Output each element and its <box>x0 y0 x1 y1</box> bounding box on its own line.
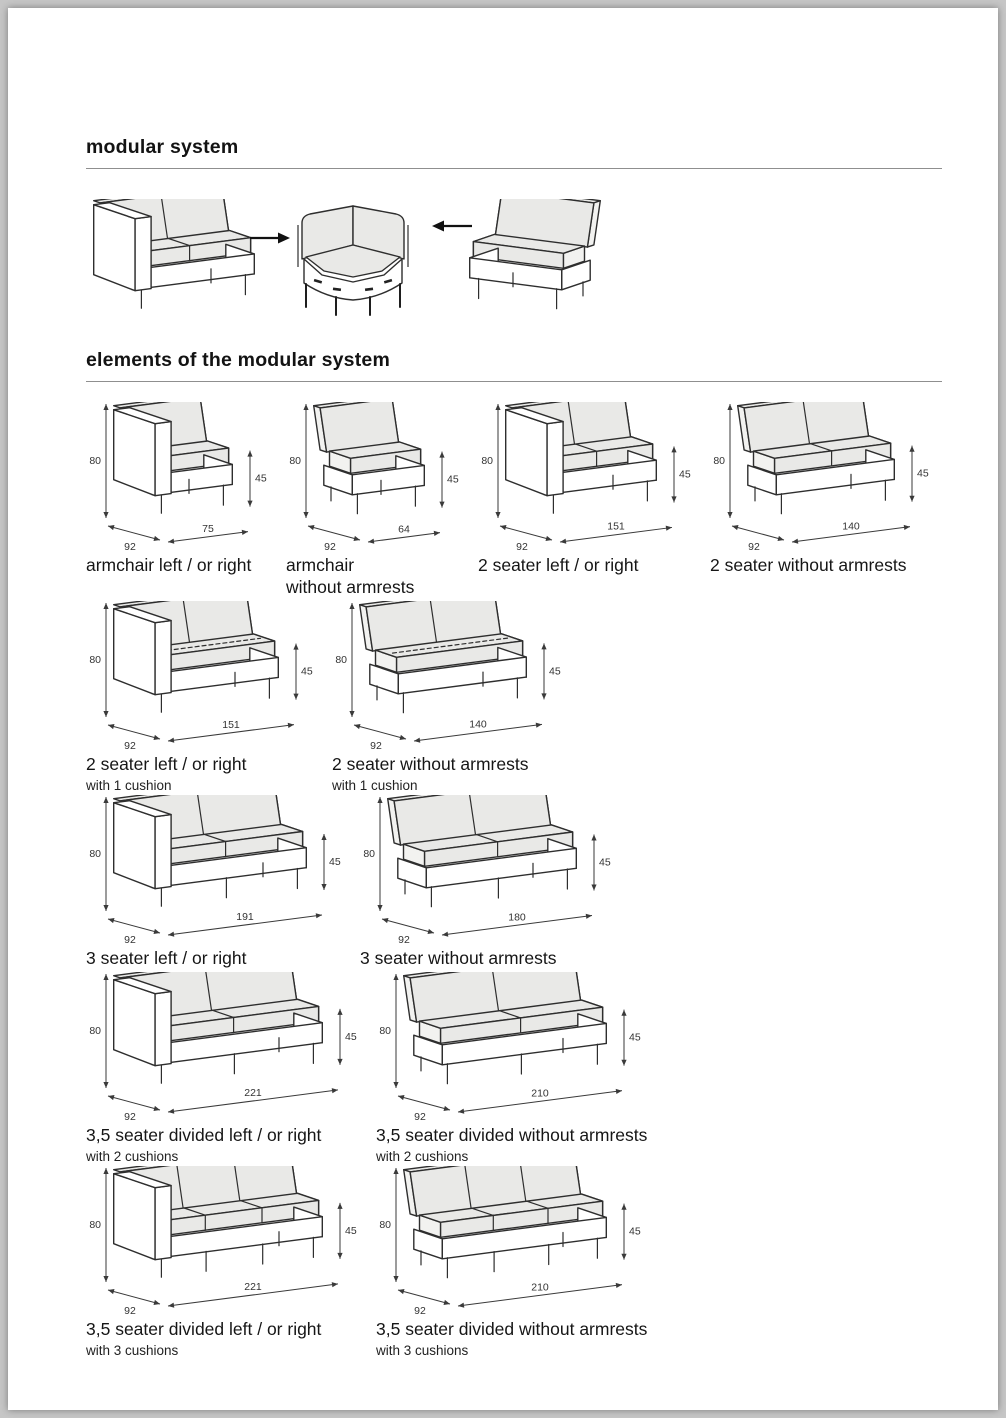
dim-width <box>168 719 294 743</box>
dim-width-label: 140 <box>842 520 860 533</box>
dim-seat-height-label: 45 <box>629 1031 641 1044</box>
dim-height-label: 80 <box>89 1024 101 1037</box>
element-figure <box>286 402 464 599</box>
dim-seat-height-label: 45 <box>629 1225 641 1238</box>
element-subcaption: with 3 cushions <box>376 1343 469 1359</box>
dim-depth <box>398 1289 450 1317</box>
modular-system-diagram <box>86 185 942 319</box>
dim-depth-label: 92 <box>124 1110 136 1123</box>
element-drawing <box>360 795 616 947</box>
element-subcaption: with 2 cushions <box>86 1148 179 1164</box>
dim-height-label: 80 <box>379 1218 391 1231</box>
dim-seat-height <box>591 835 610 891</box>
dim-seat-height <box>321 834 340 890</box>
dim-width-label: 64 <box>398 523 410 536</box>
element-drawing <box>376 1166 646 1318</box>
dim-seat-height <box>337 1203 356 1259</box>
element-drawing <box>86 795 346 947</box>
elements-row-1 <box>86 402 942 599</box>
dim-seat-height-label: 45 <box>255 472 267 485</box>
element-caption: 3 seater left / or right <box>86 948 247 969</box>
dim-height <box>89 797 108 911</box>
dim-width <box>168 523 248 544</box>
dim-width <box>458 1087 622 1113</box>
element-caption: 3,5 seater divided without armrests <box>376 1318 648 1339</box>
two-seater-left-module <box>86 199 268 319</box>
dim-depth-label: 92 <box>414 1110 426 1123</box>
dim-seat-height <box>671 446 690 502</box>
section-title-elements: elements of the modular system <box>86 349 391 371</box>
element-figure <box>360 795 616 969</box>
dim-seat-height <box>541 643 560 699</box>
dim-width-label: 221 <box>244 1280 262 1293</box>
dim-width-label: 210 <box>531 1281 549 1294</box>
dim-depth <box>398 1095 450 1123</box>
element-drawing <box>86 601 318 753</box>
dim-height-label: 80 <box>89 455 101 467</box>
element-subcaption: with 3 cushions <box>86 1343 179 1359</box>
element-drawing <box>478 402 696 554</box>
dim-seat-height-label: 45 <box>917 467 929 480</box>
elements-row-3 <box>86 795 942 969</box>
element-caption: 3,5 seater divided without armrests <box>376 1124 648 1145</box>
dim-height <box>89 974 108 1088</box>
arrow-left-icon <box>432 219 474 233</box>
dim-depth <box>354 724 406 752</box>
element-caption: armchair left / or right <box>86 555 252 575</box>
element-figure <box>86 972 362 1164</box>
chaise-drawing <box>456 199 608 319</box>
element-figure <box>86 601 318 793</box>
two-seater-left-drawing <box>86 199 268 319</box>
element-figure <box>86 1166 362 1358</box>
dim-depth <box>500 525 552 553</box>
dim-height-label: 80 <box>481 455 493 467</box>
elements-row-5 <box>86 1166 942 1358</box>
arrow-right-icon <box>248 231 290 245</box>
element-drawing <box>710 402 934 554</box>
dim-depth-label: 92 <box>124 739 136 752</box>
dim-seat-height <box>293 643 312 699</box>
element-drawing <box>86 402 272 554</box>
dim-depth-label: 92 <box>516 541 528 553</box>
element-figure <box>86 795 346 969</box>
dim-depth-label: 92 <box>748 541 760 553</box>
elements-grid <box>86 402 942 1358</box>
dim-height-label: 80 <box>89 848 101 861</box>
dim-seat-height-label: 45 <box>301 665 313 678</box>
element-caption: 2 seater without armrests <box>332 753 529 774</box>
arrow-right-icon <box>248 231 290 245</box>
dim-height-label: 80 <box>363 848 375 861</box>
dim-seat-height-label: 45 <box>345 1224 357 1237</box>
dim-width <box>168 911 322 937</box>
dim-depth <box>108 918 160 946</box>
element-figure <box>710 402 934 576</box>
catalog-page <box>8 8 998 1410</box>
dim-height-label: 80 <box>89 1218 101 1231</box>
dim-height <box>363 797 382 911</box>
dim-depth <box>108 1095 160 1123</box>
dim-seat-height <box>439 452 458 508</box>
element-figure <box>376 972 647 1164</box>
dim-depth-label: 92 <box>124 1304 136 1317</box>
dim-seat-height <box>621 1009 640 1065</box>
dim-width <box>168 1281 338 1308</box>
dim-width <box>792 520 910 543</box>
dim-height <box>89 404 108 518</box>
arrow-left-icon <box>432 219 474 233</box>
corner-module-drawing <box>286 195 420 319</box>
dim-depth <box>732 525 784 553</box>
element-caption: 2 seater without armrests <box>710 555 907 575</box>
dim-height-label: 80 <box>713 455 725 467</box>
section-rule-2 <box>86 381 942 382</box>
dim-depth-label: 92 <box>370 739 382 752</box>
elements-row-4 <box>86 972 942 1164</box>
dim-depth-label: 92 <box>124 541 136 553</box>
dim-depth-label: 92 <box>398 934 410 947</box>
dim-seat-height-label: 45 <box>599 856 611 869</box>
dim-height <box>89 1168 108 1282</box>
dim-height-label: 80 <box>289 455 301 467</box>
dim-height-label: 80 <box>89 653 101 666</box>
dim-width-label: 151 <box>222 718 240 731</box>
element-figure <box>376 1166 647 1358</box>
dim-depth <box>382 918 434 946</box>
element-figure <box>478 402 696 576</box>
dim-seat-height-label: 45 <box>549 665 561 678</box>
section-rule-1 <box>86 168 942 169</box>
element-drawing <box>86 1166 362 1318</box>
element-drawing <box>332 601 566 753</box>
dim-seat-height <box>247 451 266 507</box>
element-caption: 2 seater left / or right <box>478 555 639 575</box>
dim-height-label: 80 <box>379 1024 391 1037</box>
dim-depth-label: 92 <box>324 541 336 553</box>
dim-width <box>442 911 592 937</box>
element-caption: 2 seater left / or right <box>86 753 247 774</box>
dim-width <box>414 718 542 742</box>
dim-seat-height <box>909 446 928 502</box>
element-caption: armchair without armrests <box>286 555 415 598</box>
dim-width <box>458 1281 622 1307</box>
element-subcaption: with 2 cushions <box>376 1148 469 1164</box>
dim-seat-height-label: 45 <box>447 473 459 486</box>
dim-width-label: 75 <box>202 522 214 535</box>
dim-width <box>560 521 672 544</box>
element-caption: 3,5 seater divided left / or right <box>86 1124 322 1145</box>
dim-seat-height-label: 45 <box>345 1030 357 1043</box>
dim-width-label: 221 <box>244 1086 262 1099</box>
corner-module <box>286 195 420 319</box>
dim-height <box>379 974 398 1088</box>
dim-seat-height <box>621 1204 640 1260</box>
dim-height <box>335 603 354 717</box>
element-caption: 3,5 seater divided left / or right <box>86 1318 322 1339</box>
dim-width-label: 151 <box>607 520 625 533</box>
dim-width-label: 180 <box>508 911 526 924</box>
dim-height <box>713 404 732 518</box>
dim-seat-height-label: 45 <box>329 856 341 869</box>
dim-depth <box>308 525 360 553</box>
chaise-module <box>456 199 608 319</box>
dim-width-label: 191 <box>236 911 254 924</box>
dim-depth <box>108 525 160 553</box>
element-drawing <box>86 972 362 1124</box>
dim-depth-label: 92 <box>414 1304 426 1317</box>
dim-height <box>481 404 500 518</box>
dim-height <box>89 603 108 717</box>
element-figure <box>86 402 272 576</box>
element-drawing <box>376 972 646 1124</box>
element-drawing <box>286 402 464 554</box>
dim-height <box>289 404 308 518</box>
dim-depth-label: 92 <box>124 934 136 947</box>
dim-seat-height <box>337 1008 356 1064</box>
element-subcaption: with 1 cushion <box>86 778 172 794</box>
dim-width-label: 140 <box>469 718 487 731</box>
dim-seat-height-label: 45 <box>679 468 691 481</box>
elements-row-2 <box>86 601 942 793</box>
element-figure <box>332 601 566 793</box>
dim-height <box>379 1168 398 1282</box>
section-title-modular-system: modular system <box>86 136 239 158</box>
element-subcaption: with 1 cushion <box>332 778 418 794</box>
dim-width <box>368 523 440 543</box>
dim-width-label: 210 <box>531 1086 549 1099</box>
element-caption: 3 seater without armrests <box>360 948 557 969</box>
dim-width <box>168 1087 338 1114</box>
dim-depth <box>108 1289 160 1317</box>
dim-height-label: 80 <box>335 653 347 666</box>
dim-depth <box>108 724 160 752</box>
